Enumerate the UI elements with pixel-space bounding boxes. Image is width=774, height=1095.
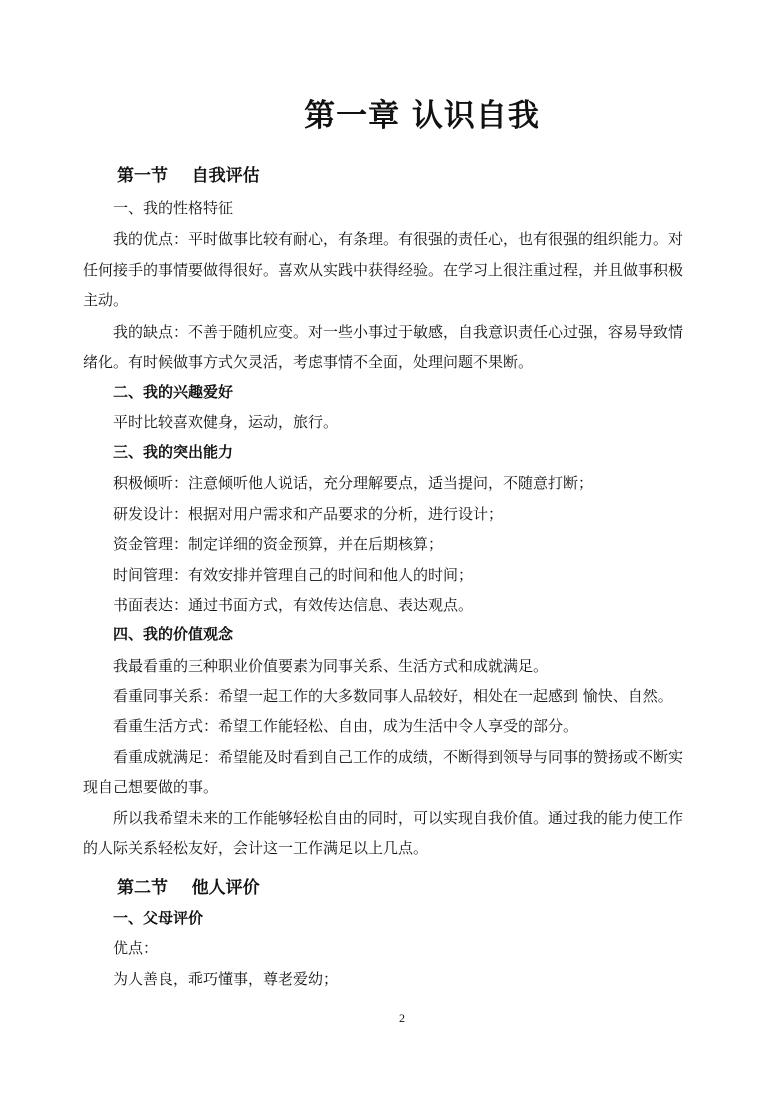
ability-fund-management: 资金管理：制定详细的资金预算，并在后期核算；: [113, 535, 444, 553]
strengths-line-3: 主动。: [83, 291, 129, 309]
heading-hobbies: 二、我的兴趣爱好: [113, 383, 234, 401]
strengths-line-1: 我的优点：平时做事比较有耐心，有条理。有很强的责任心，也有很强的组织能力。对: [113, 230, 684, 248]
parents-merits-text: 为人善良，乖巧懂事，尊老爱幼；: [113, 970, 339, 988]
heading-abilities: 三、我的突出能力: [113, 443, 234, 461]
heading-values: 四、我的价值观念: [113, 625, 234, 643]
values-lifestyle: 看重生活方式：希望工作能轻松、自由，成为生活中令人享受的部分。: [113, 717, 579, 735]
hobbies-text: 平时比较喜欢健身，运动，旅行。: [113, 413, 339, 431]
values-summary-line-1: 所以我希望未来的工作能够轻松自由的同时，可以实现自我价值。通过我的能力使工作: [113, 809, 684, 827]
ability-time-management: 时间管理：有效安排并管理自己的时间和他人的时间；: [113, 566, 474, 584]
section-title-self-assessment: 第一节 自我评估: [117, 166, 260, 186]
parents-merits-label: 优点：: [113, 939, 159, 957]
ability-rnd-design: 研发设计：根据对用户需求和产品要求的分析，进行设计；: [113, 505, 504, 523]
strengths-line-2: 任何接手的事情要做得很好。喜欢从实践中获得经验。在学习上很注重过程，并且做事积极: [83, 261, 684, 279]
values-achievement-line-1: 看重成就满足：希望能及时看到自己工作的成绩，不断得到领导与同事的赞扬或不断实: [113, 748, 684, 766]
ability-written-expression: 书面表达：通过书面方式，有效传达信息、表达观点。: [113, 596, 474, 614]
values-intro: 我最看重的三种职业价值要素为同事关系、生活方式和成就满足。: [113, 657, 549, 675]
values-summary-line-2: 的人际关系轻松友好，会计这一工作满足以上几点。: [83, 839, 429, 857]
section-title-others-evaluation: 第二节 他人评价: [117, 878, 260, 898]
weakness-line-1: 我的缺点：不善于随机应变。对一些小事过于敏感，自我意识责任心过强，容易导致情: [113, 323, 684, 341]
values-colleagues: 看重同事关系：希望一起工作的大多数同事人品较好，相处在一起感到 愉快、自然。: [113, 687, 673, 705]
heading-parents-evaluation: 一、父母评价: [113, 909, 204, 927]
values-achievement-line-2: 现自己想要做的事。: [83, 778, 219, 796]
ability-listening: 积极倾听：注意倾听他人说话，充分理解要点，适当提问，不随意打断；: [113, 474, 594, 492]
heading-personality: 一、我的性格特征: [113, 199, 234, 217]
weakness-line-2: 绪化。有时候做事方式欠灵活，考虑事情不全面，处理问题不果断。: [83, 353, 534, 371]
chapter-title: 第一章 认识自我: [304, 98, 540, 134]
page-number: 2: [399, 1011, 405, 1025]
